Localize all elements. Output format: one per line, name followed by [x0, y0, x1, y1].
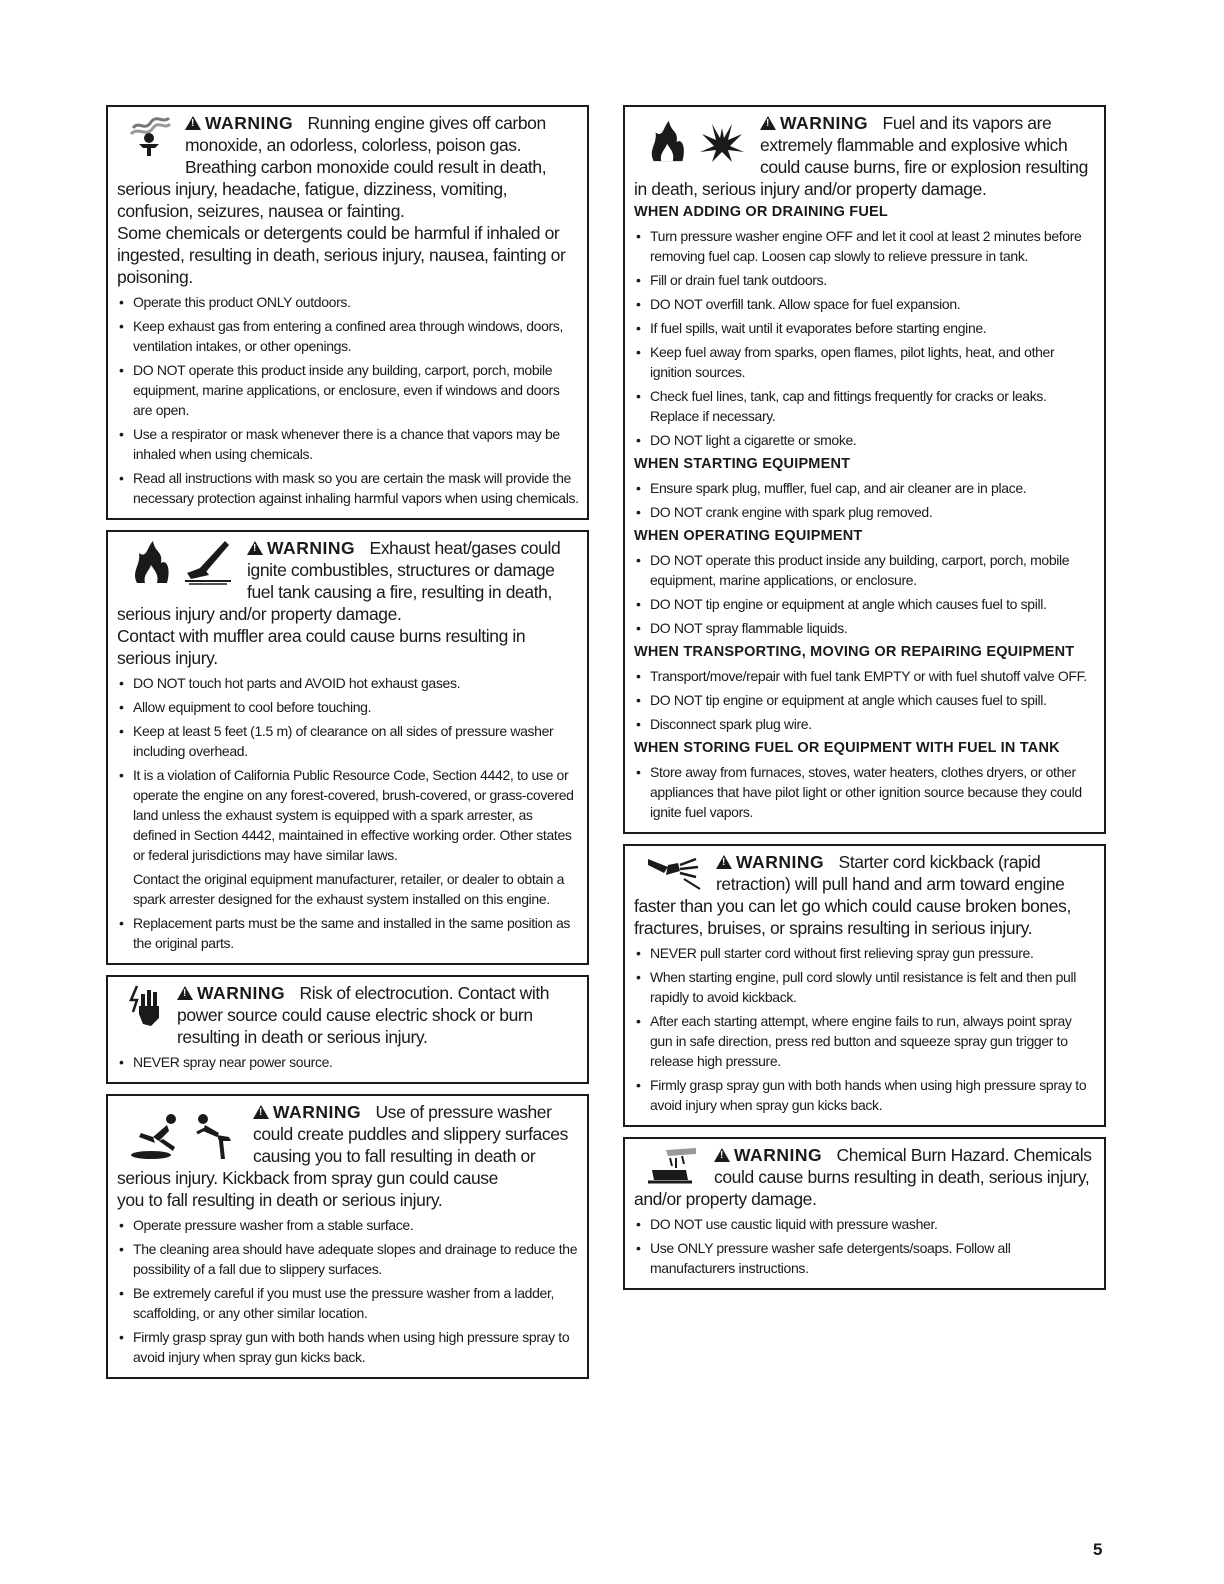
list-item: • Firmly grasp spray gun with both hands when using high pressure spray to avoid injury when spray gun kicks back. [117, 1327, 579, 1367]
list-item: • NEVER spray near power source. [117, 1052, 579, 1072]
warning-label: !WARNING [760, 113, 878, 133]
warning-text: !WARNING Chemical Burn Hazard. Chemicals could cause burns resulting in death, serious injury, and/or property damage. [634, 1144, 1096, 1210]
list-item: • It is a violation of California Public Resource Code, Section 4442, to use or operate the engine on any forest-covered, brush-covered, or grass-covered land unless the exhaust system is equipped with a spark arrester, as defined in Section 4442, maintained in effective working order. Other states or federal jurisdictions may have similar laws. Contact the original equipment manufacturer, retailer, or dealer to obtain a spark arrester designed for the exhaust system installed on this engine. [117, 765, 579, 909]
slip-hazard-icon [129, 1111, 185, 1161]
list-item: • The cleaning area should have adequate slopes and drainage to reduce the possibility of a fall due to slippery surfaces. [117, 1239, 579, 1279]
warning-label: !WARNING [716, 852, 834, 872]
chemical-burn-icon [646, 1146, 700, 1186]
fire-icon [129, 539, 175, 585]
list-item: • Turn pressure washer engine OFF and let it cool at least 2 minutes before removing fuel cap. Loosen cap slowly to relieve pressure in tank. [634, 226, 1096, 266]
warning-label: !WARNING [247, 538, 365, 558]
section-heading: WHEN OPERATING EQUIPMENT [634, 528, 863, 544]
list-item: • DO NOT use caustic liquid with pressure washer. [634, 1214, 1096, 1234]
list-item: • Keep fuel away from sparks, open flames, pilot lights, heat, and other ignition sources. [634, 342, 1096, 382]
list-item: • DO NOT operate this product inside any building, carport, porch, mobile equipment, marine applications, or enclosure, even if windows and doors are open. [117, 360, 579, 420]
list-item: • DO NOT light a cigarette or smoke. [634, 430, 1096, 450]
fall-hazard-icon [193, 1111, 239, 1161]
list-item: • DO NOT overfill tank. Allow space for fuel expansion. [634, 294, 1096, 314]
list-item: • Keep exhaust gas from entering a confined area through windows, doors, ventilation intakes, or other openings. [117, 316, 579, 356]
warning-triangle-icon [714, 1148, 730, 1162]
list-item: • Check fuel lines, tank, cap and fittings frequently for cracks or leaks. Replace if necessary. [634, 386, 1096, 426]
warning-label: !WARNING [253, 1102, 371, 1122]
warning-text: !WARNING Exhaust heat/gases could ignite combustibles, structures or damage fuel tank causing a fire, resulting in death, serious injury and/or property damage. [117, 537, 579, 625]
list-item: • Allow equipment to cool before touching. [117, 697, 579, 717]
bullet-list [117, 292, 579, 508]
right-column [623, 105, 1106, 1300]
section-heading: WHEN ADDING OR DRAINING FUEL [634, 204, 888, 220]
warning-text: !WARNING Use of pressure washer could create puddles and slippery surfaces causing you to fall resulting in death or serious injury. Kickback from spray gun could cause [117, 1101, 579, 1189]
warning-text: !WARNING Risk of electrocution. Contact with power source could cause electric shock or burn resulting in death or serious injury. [117, 982, 579, 1048]
warning-box-electrocution [106, 975, 589, 1084]
electric-shock-icon [129, 984, 163, 1028]
bullet-list [634, 1214, 1096, 1278]
warning-box-fuel-flammable [623, 105, 1106, 834]
list-item-note: Contact the original equipment manufacturer, retailer, or dealer to obtain a spark arrester designed for the exhaust system installed on this engine. [133, 871, 565, 907]
list-item: • DO NOT tip engine or equipment at angle which causes fuel to spill. [634, 690, 1096, 710]
page-number: 5 [1093, 1540, 1103, 1559]
list-item: • Disconnect spark plug wire. [634, 714, 1096, 734]
warning-triangle-icon [760, 116, 776, 130]
list-item: • NEVER pull starter cord without first relieving spray gun pressure. [634, 943, 1096, 963]
list-item: • DO NOT crank engine with spark plug removed. [634, 502, 1096, 522]
warning-triangle-icon [177, 986, 193, 1000]
warning-text: !WARNING Running engine gives off carbon monoxide, an odorless, colorless, poison gas. Breathing carbon monoxide could result in death, serious injury, headache, fatigue, dizziness, vomiting, confusion, seizures, nausea or fainting. [117, 112, 579, 222]
list-item: • Store away from furnaces, stoves, water heaters, clothes dryers, or other appliances that have pilot light or other ignition source because they could ignite fuel vapors. [634, 762, 1096, 822]
warning-box-carbon-monoxide [106, 105, 589, 520]
bullet-list [634, 762, 1096, 822]
fire-icon [646, 118, 690, 164]
bullet-list [634, 226, 1096, 450]
warning-label: !WARNING [714, 1145, 832, 1165]
warning-box-exhaust-heat [106, 530, 589, 965]
list-item: • Operate pressure washer from a stable surface. [117, 1215, 579, 1235]
hot-surface-icon [183, 539, 233, 585]
section-heading: WHEN STORING FUEL OR EQUIPMENT WITH FUEL IN TANK [634, 740, 1060, 756]
bullet-list [117, 673, 579, 953]
list-item: • Firmly grasp spray gun with both hands when using high pressure spray to avoid injury when spray gun kicks back. [634, 1075, 1096, 1115]
list-item: • Use ONLY pressure washer safe detergents/soaps. Follow all manufacturers instructions. [634, 1238, 1096, 1278]
warning-text-secondary: you to fall resulting in death or serious injury. [117, 1190, 443, 1210]
explosion-icon [698, 118, 746, 164]
list-item: • Be extremely careful if you must use the pressure washer from a ladder, scaffolding, or any other similar location. [117, 1283, 579, 1323]
section-heading: WHEN STARTING EQUIPMENT [634, 456, 851, 472]
list-item: • DO NOT tip engine or equipment at angle which causes fuel to spill. [634, 594, 1096, 614]
list-item: • If fuel spills, wait until it evaporates before starting engine. [634, 318, 1096, 338]
warning-box-slip-fall [106, 1094, 589, 1379]
list-item: • Read all instructions with mask so you are certain the mask will provide the necessary protection against inhaling harmful vapors when using chemicals. [117, 468, 579, 508]
bullet-list [634, 550, 1096, 638]
bullet-list [117, 1052, 579, 1072]
list-item: • Use a respirator or mask whenever there is a chance that vapors may be inhaled when using chemicals. [117, 424, 579, 464]
warning-label: !WARNING [185, 113, 303, 133]
list-item: • Ensure spark plug, muffler, fuel cap, and air cleaner are in place. [634, 478, 1096, 498]
warning-text: !WARNING Starter cord kickback (rapid retraction) will pull hand and arm toward engine faster than you can let go which could cause broken bones, fractures, bruises, or sprains resulting in serious injury. [634, 851, 1096, 939]
list-item: • Keep at least 5 feet (1.5 m) of clearance on all sides of pressure washer including overhead. [117, 721, 579, 761]
list-item: • DO NOT touch hot parts and AVOID hot exhaust gases. [117, 673, 579, 693]
warning-triangle-icon [716, 855, 732, 869]
list-item: • Operate this product ONLY outdoors. [117, 292, 579, 312]
warning-text-secondary: Contact with muffler area could cause burns resulting in serious injury. [117, 626, 526, 668]
warning-text-secondary: Some chemicals or detergents could be harmful if inhaled or ingested, resulting in death, serious injury, nausea, fainting or poisoning. [117, 223, 566, 287]
warning-triangle-icon [185, 116, 201, 130]
left-column [106, 105, 589, 1389]
bullet-list [634, 478, 1096, 522]
list-item: • Transport/move/repair with fuel tank EMPTY or with fuel shutoff valve OFF. [634, 666, 1096, 686]
list-item: • Fill or drain fuel tank outdoors. [634, 270, 1096, 290]
list-item: • After each starting attempt, where engine fails to run, always point spray gun in safe direction, press red button and squeeze spray gun trigger to release high pressure. [634, 1011, 1096, 1071]
toxic-fumes-icon [129, 114, 171, 158]
section-heading: WHEN TRANSPORTING, MOVING OR REPAIRING EQUIPMENT [634, 644, 1075, 660]
list-item: • DO NOT spray flammable liquids. [634, 618, 1096, 638]
list-item: • DO NOT operate this product inside any building, carport, porch, mobile equipment, marine applications, or enclosure. [634, 550, 1096, 590]
warning-label: !WARNING [177, 983, 295, 1003]
warning-triangle-icon [247, 541, 263, 555]
list-item: • Replacement parts must be the same and installed in the same position as the original parts. [117, 913, 579, 953]
bullet-list [634, 943, 1096, 1115]
warning-box-starter-kickback [623, 844, 1106, 1127]
warning-triangle-icon [253, 1105, 269, 1119]
list-item: • When starting engine, pull cord slowly until resistance is felt and then pull rapidly to avoid kickback. [634, 967, 1096, 1007]
bullet-list [117, 1215, 579, 1367]
kickback-icon [646, 853, 702, 893]
warning-text: !WARNING Fuel and its vapors are extremely flammable and explosive which could cause burns, fire or explosion resulting in death, serious injury and/or property damage. [634, 112, 1096, 200]
warning-box-chemical-burn [623, 1137, 1106, 1290]
bullet-list [634, 666, 1096, 734]
